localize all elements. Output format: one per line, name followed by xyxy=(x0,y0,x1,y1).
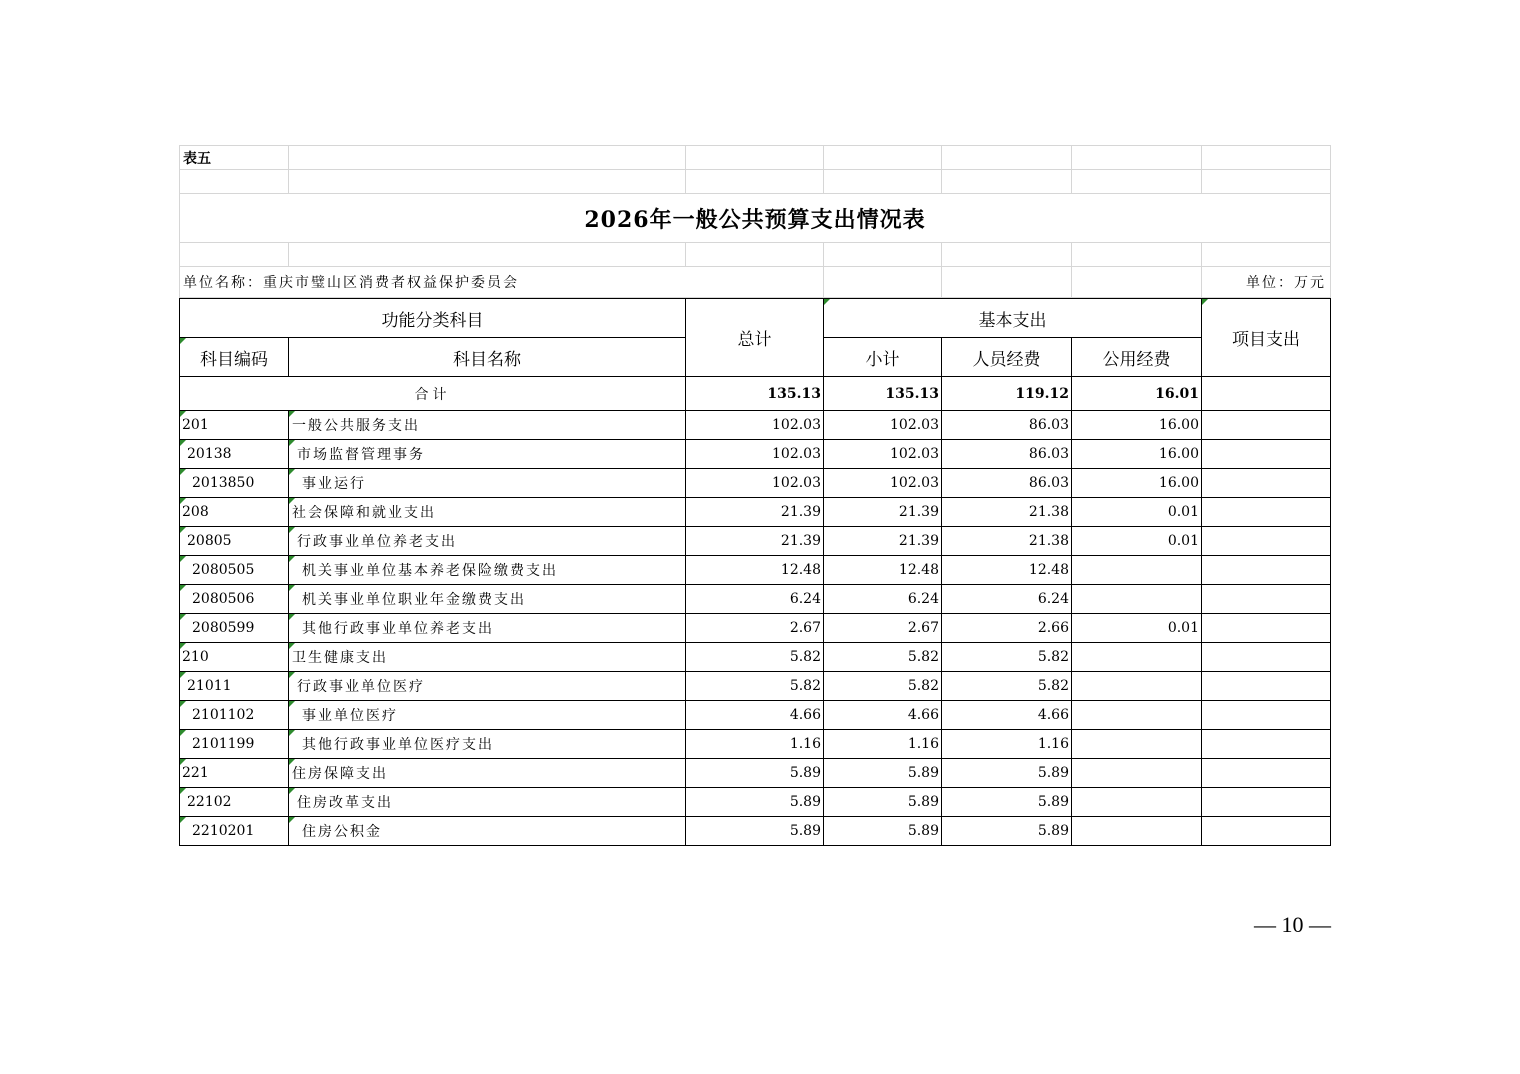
sheet-header xyxy=(179,145,1331,298)
row-personnel: 6.24 xyxy=(942,585,1072,614)
row-public: 16.00 xyxy=(1072,440,1202,469)
row-project xyxy=(1202,440,1331,469)
header-subtotal: 小计 xyxy=(824,338,942,377)
row-public: 16.00 xyxy=(1072,411,1202,440)
row-name: 事业单位医疗 xyxy=(289,701,686,730)
row-subtotal: 102.03 xyxy=(824,411,942,440)
row-personnel: 2.66 xyxy=(942,614,1072,643)
row-name: 住房保障支出 xyxy=(289,759,686,788)
row-name: 事业运行 xyxy=(289,469,686,498)
row-name: 其他行政事业单位医疗支出 xyxy=(289,730,686,759)
row-public xyxy=(1072,672,1202,701)
row-name: 社会保障和就业支出 xyxy=(289,498,686,527)
row-total: 5.89 xyxy=(686,759,824,788)
table-row xyxy=(180,411,1331,440)
row-subtotal: 5.82 xyxy=(824,643,942,672)
row-project xyxy=(1202,643,1331,672)
row-personnel: 86.03 xyxy=(942,411,1072,440)
row-total: 102.03 xyxy=(686,411,824,440)
row-name: 卫生健康支出 xyxy=(289,643,686,672)
table-row xyxy=(180,498,1331,527)
row-code: 22102 xyxy=(180,788,289,817)
header-personnel: 人员经费 xyxy=(942,338,1072,377)
table-row xyxy=(180,672,1331,701)
row-public xyxy=(1072,817,1202,846)
row-personnel: 5.82 xyxy=(942,672,1072,701)
row-project xyxy=(1202,411,1331,440)
row-name: 市场监督管理事务 xyxy=(289,440,686,469)
row-personnel: 21.38 xyxy=(942,498,1072,527)
table-row xyxy=(180,585,1331,614)
row-total: 6.24 xyxy=(686,585,824,614)
unit-name: 单位名称：重庆市璧山区消费者权益保护委员会 xyxy=(180,267,824,298)
row-code: 20138 xyxy=(180,440,289,469)
row-code: 2080506 xyxy=(180,585,289,614)
row-subtotal: 4.66 xyxy=(824,701,942,730)
table-label: 表五 xyxy=(180,146,289,170)
row-public: 0.01 xyxy=(1072,527,1202,556)
row-total: 4.66 xyxy=(686,701,824,730)
row-code: 210 xyxy=(180,643,289,672)
table-row xyxy=(180,730,1331,759)
table-row xyxy=(180,817,1331,846)
row-total: 12.48 xyxy=(686,556,824,585)
total-personnel: 119.12 xyxy=(942,377,1072,411)
table-row xyxy=(180,440,1331,469)
row-project xyxy=(1202,759,1331,788)
row-code: 20805 xyxy=(180,527,289,556)
total-public: 16.01 xyxy=(1072,377,1202,411)
row-code: 2101199 xyxy=(180,730,289,759)
unit-label: 单位：万元 xyxy=(1202,267,1331,298)
table-row xyxy=(180,527,1331,556)
row-project xyxy=(1202,788,1331,817)
table-row xyxy=(180,701,1331,730)
row-name: 机关事业单位基本养老保险缴费支出 xyxy=(289,556,686,585)
row-total: 5.82 xyxy=(686,643,824,672)
budget-table xyxy=(179,298,1331,846)
table-row xyxy=(180,788,1331,817)
page-number: — 10 — xyxy=(1254,912,1331,937)
row-total: 1.16 xyxy=(686,730,824,759)
row-name: 机关事业单位职业年金缴费支出 xyxy=(289,585,686,614)
total-subtotal: 135.13 xyxy=(824,377,942,411)
row-name: 行政事业单位养老支出 xyxy=(289,527,686,556)
row-public: 0.01 xyxy=(1072,498,1202,527)
row-public xyxy=(1072,643,1202,672)
row-personnel: 86.03 xyxy=(942,440,1072,469)
row-name: 住房公积金 xyxy=(289,817,686,846)
row-subtotal: 5.89 xyxy=(824,788,942,817)
row-total: 5.89 xyxy=(686,788,824,817)
row-subtotal: 5.89 xyxy=(824,759,942,788)
row-project xyxy=(1202,672,1331,701)
row-subtotal: 21.39 xyxy=(824,498,942,527)
row-code: 2080599 xyxy=(180,614,289,643)
row-code: 2013850 xyxy=(180,469,289,498)
row-public xyxy=(1072,556,1202,585)
row-code: 21011 xyxy=(180,672,289,701)
row-personnel: 12.48 xyxy=(942,556,1072,585)
row-personnel: 5.82 xyxy=(942,643,1072,672)
row-name: 行政事业单位医疗 xyxy=(289,672,686,701)
total-total: 135.13 xyxy=(686,377,824,411)
row-name: 住房改革支出 xyxy=(289,788,686,817)
header-basic: 基本支出 xyxy=(824,299,1202,338)
row-public xyxy=(1072,788,1202,817)
row-total: 102.03 xyxy=(686,469,824,498)
row-personnel: 5.89 xyxy=(942,759,1072,788)
row-total: 5.89 xyxy=(686,817,824,846)
row-public xyxy=(1072,701,1202,730)
row-personnel: 21.38 xyxy=(942,527,1072,556)
row-subtotal: 2.67 xyxy=(824,614,942,643)
budget-sheet xyxy=(179,145,1330,846)
total-project xyxy=(1202,377,1331,411)
row-total: 21.39 xyxy=(686,527,824,556)
row-total: 102.03 xyxy=(686,440,824,469)
row-personnel: 5.89 xyxy=(942,788,1072,817)
row-personnel: 1.16 xyxy=(942,730,1072,759)
header-total: 总计 xyxy=(686,299,824,377)
table-row xyxy=(180,759,1331,788)
row-name: 一般公共服务支出 xyxy=(289,411,686,440)
row-subtotal: 1.16 xyxy=(824,730,942,759)
row-subtotal: 12.48 xyxy=(824,556,942,585)
row-project xyxy=(1202,527,1331,556)
row-code: 2210201 xyxy=(180,817,289,846)
row-code: 221 xyxy=(180,759,289,788)
row-project xyxy=(1202,585,1331,614)
row-code: 201 xyxy=(180,411,289,440)
row-subtotal: 102.03 xyxy=(824,469,942,498)
header-code: 科目编码 xyxy=(180,338,289,377)
row-public: 16.00 xyxy=(1072,469,1202,498)
row-code: 208 xyxy=(180,498,289,527)
row-project xyxy=(1202,498,1331,527)
total-row xyxy=(180,377,1331,411)
row-public xyxy=(1072,585,1202,614)
row-subtotal: 6.24 xyxy=(824,585,942,614)
row-project xyxy=(1202,701,1331,730)
total-label: 合计 xyxy=(180,377,686,411)
table-row xyxy=(180,643,1331,672)
table-row xyxy=(180,556,1331,585)
row-total: 2.67 xyxy=(686,614,824,643)
row-personnel: 5.89 xyxy=(942,817,1072,846)
row-subtotal: 5.82 xyxy=(824,672,942,701)
row-public xyxy=(1072,730,1202,759)
row-personnel: 86.03 xyxy=(942,469,1072,498)
header-project: 项目支出 xyxy=(1202,299,1331,377)
row-subtotal: 5.89 xyxy=(824,817,942,846)
row-total: 5.82 xyxy=(686,672,824,701)
row-project xyxy=(1202,556,1331,585)
row-public xyxy=(1072,759,1202,788)
row-project xyxy=(1202,614,1331,643)
row-project xyxy=(1202,817,1331,846)
table-row xyxy=(180,469,1331,498)
header-func-category: 功能分类科目 xyxy=(180,299,686,338)
row-name: 其他行政事业单位养老支出 xyxy=(289,614,686,643)
row-subtotal: 21.39 xyxy=(824,527,942,556)
row-subtotal: 102.03 xyxy=(824,440,942,469)
row-project xyxy=(1202,730,1331,759)
row-total: 21.39 xyxy=(686,498,824,527)
header-name: 科目名称 xyxy=(289,338,686,377)
row-public: 0.01 xyxy=(1072,614,1202,643)
table-row xyxy=(180,614,1331,643)
row-code: 2101102 xyxy=(180,701,289,730)
row-project xyxy=(1202,469,1331,498)
row-personnel: 4.66 xyxy=(942,701,1072,730)
header-public: 公用经费 xyxy=(1072,338,1202,377)
page-title: 2026年一般公共预算支出情况表 xyxy=(180,194,1331,243)
row-code: 2080505 xyxy=(180,556,289,585)
